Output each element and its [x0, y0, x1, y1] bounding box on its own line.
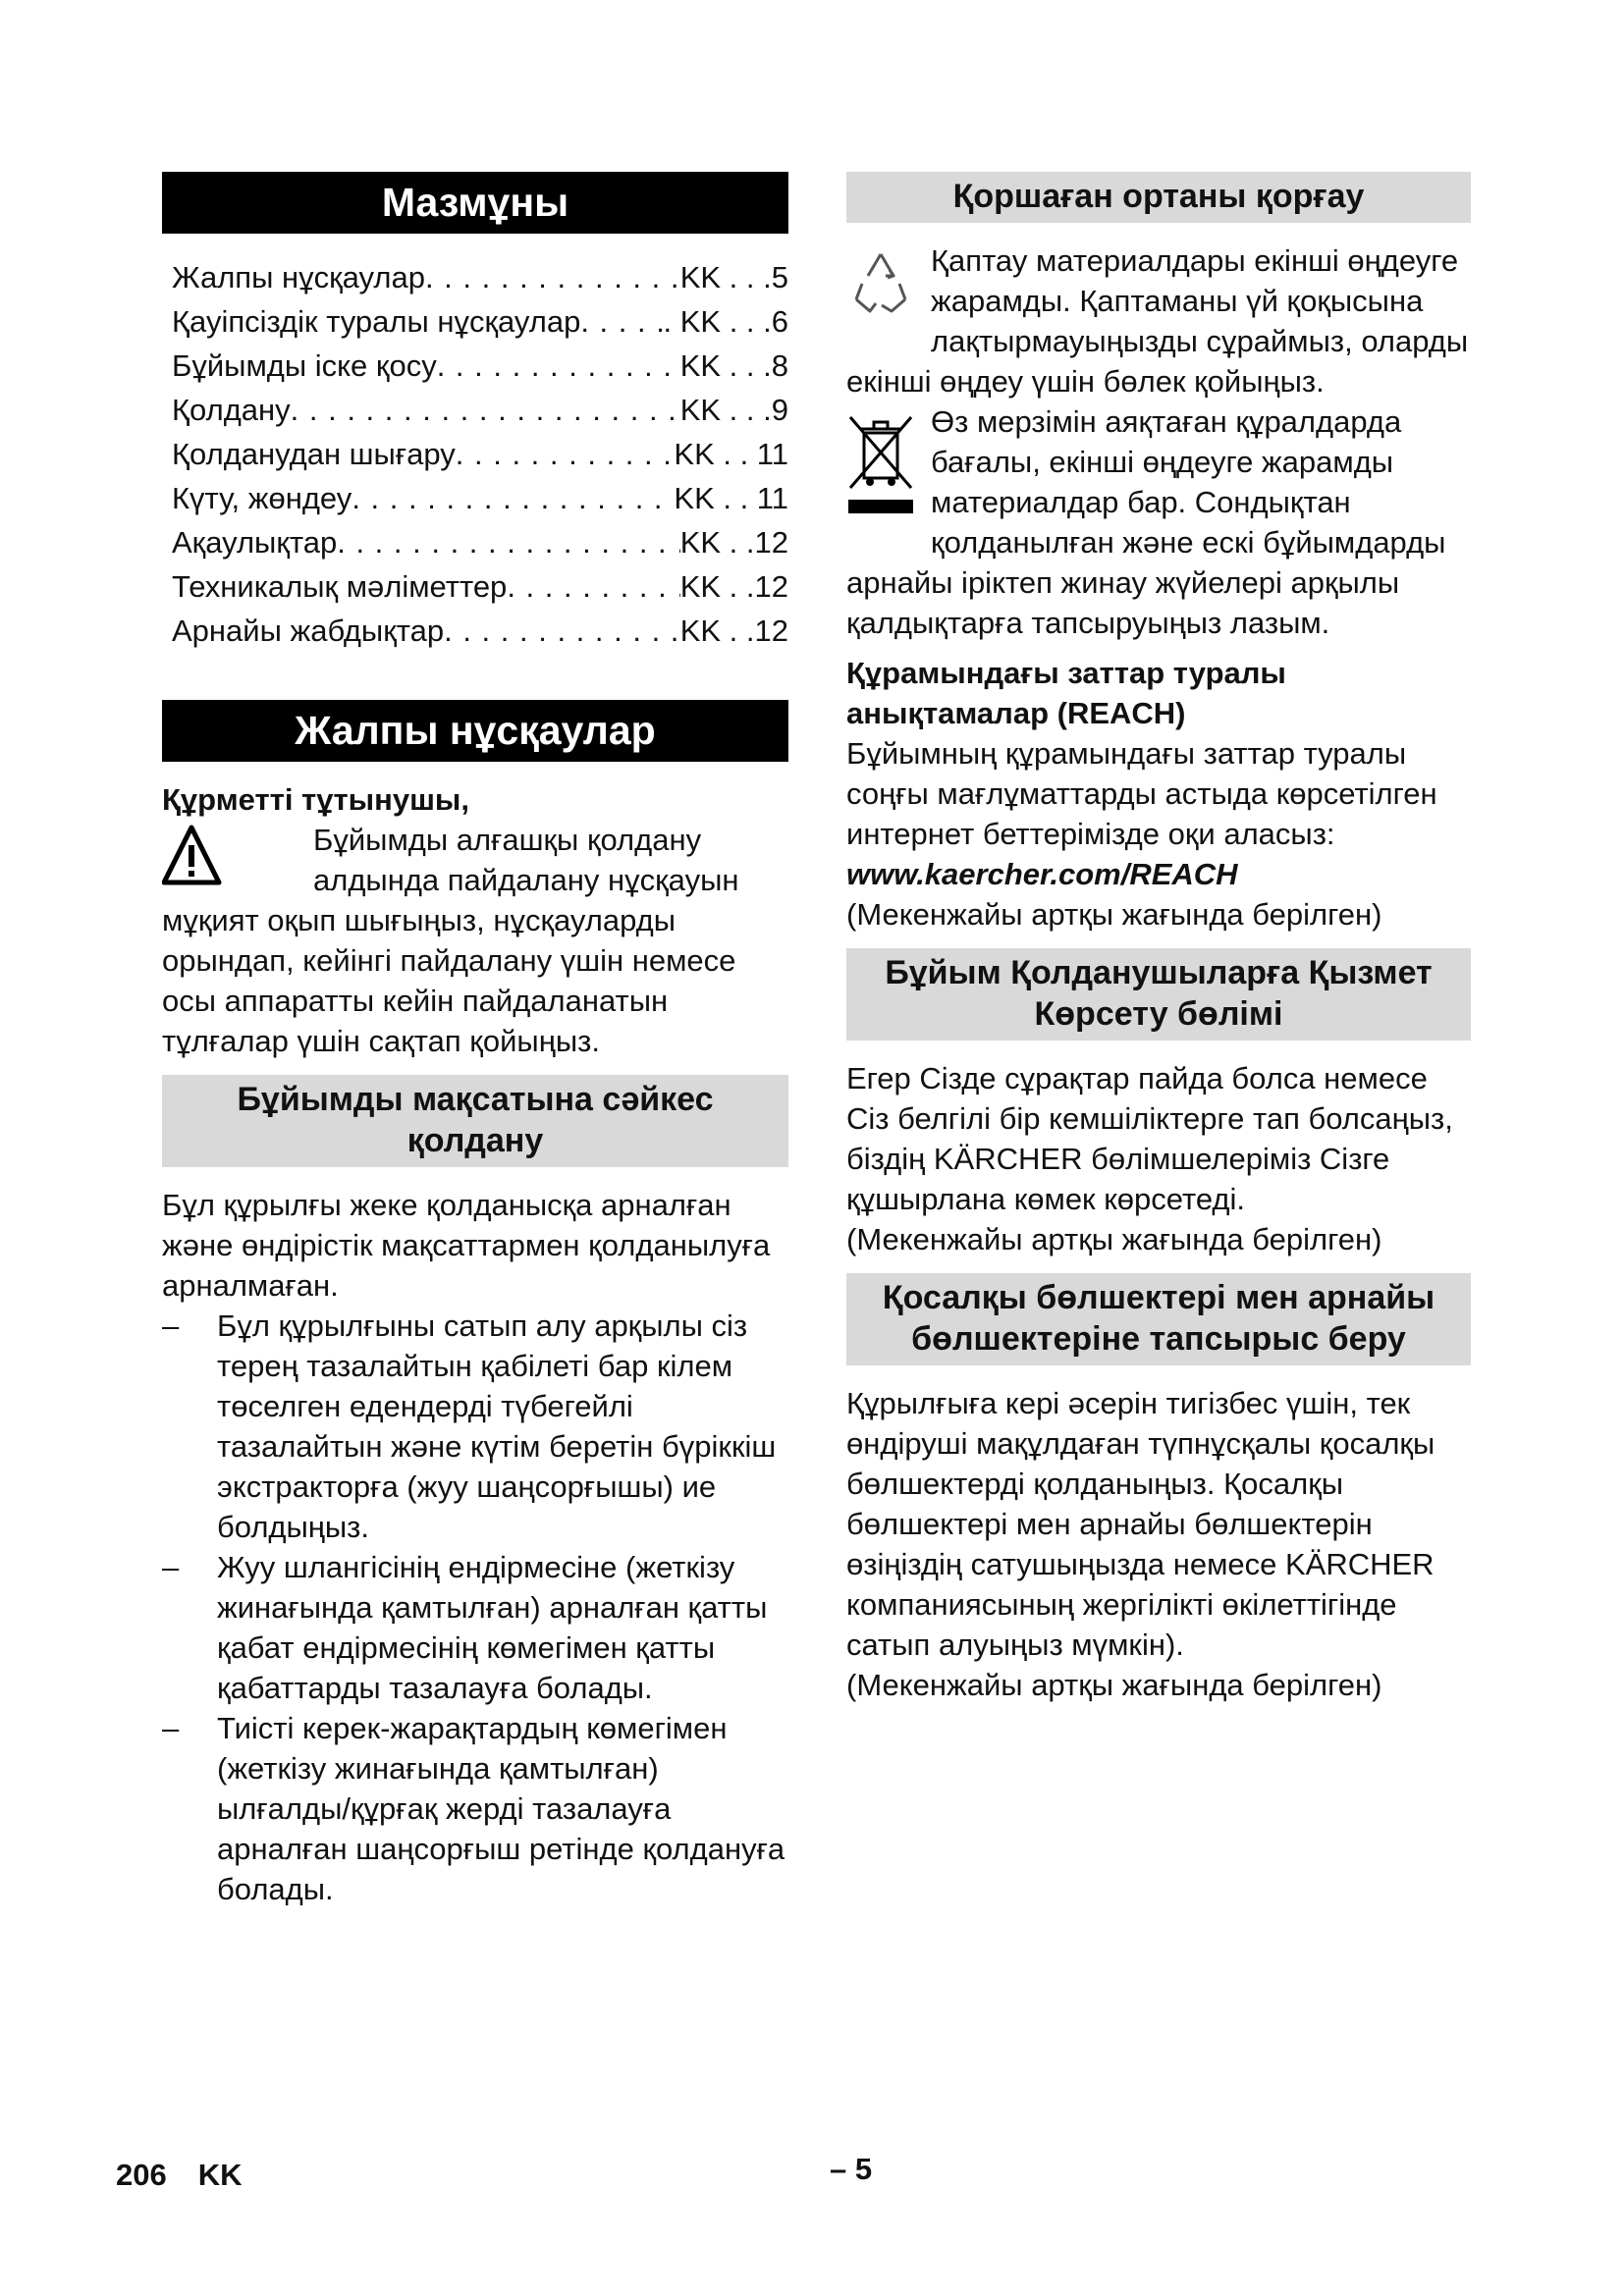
footer-center-marker: – 5	[830, 2152, 873, 2186]
crossed-bin-icon	[846, 409, 915, 527]
general-heading: Жалпы нұсқаулар	[162, 700, 788, 762]
toc-entry[interactable]: Ақаулықтар . . . KK . .12	[172, 520, 788, 564]
toc-entry[interactable]: Бұйымды іске қосу . . . KK . . .8	[172, 344, 788, 388]
toc-entry[interactable]: Техникалық мәліметтер . . . KK . .12	[172, 564, 788, 609]
toc-entry[interactable]: Қолдану . . . KK . . .9	[172, 388, 788, 432]
greeting: Құрметті тұтынушы,	[162, 782, 470, 817]
toc-entry[interactable]: Жалпы нұсқаулар . . . KK . . .5	[172, 255, 788, 299]
footer-page-info	[116, 2158, 274, 2193]
packaging-paragraph: Қаптау материалдары екінші өңдеуге жарамды. Қаптаманы үй қоқысына лақтырмауыңызды сұраймыз, оларды екінші өңдеу үшін бөлек қойыңыз.	[846, 243, 1469, 399]
reach-link[interactable]: www.kaercher.com/REACH	[846, 857, 1238, 891]
toc-entry[interactable]: Қолданудан шығару . . . KK . . 11	[172, 432, 788, 476]
reach-paragraph: Бұйымның құрамындағы заттар туралы соңғы мағлұматтарды астыда көрсетілген интернет беттерімізде оқи аласыз:	[846, 736, 1437, 851]
address-note: (Мекенжайы артқы жағында берілген)	[846, 1668, 1382, 1702]
warning-triangle-icon	[162, 824, 299, 890]
purpose-paragraph: Бұл құрылғы жеке қолданысқа арналған және өндірістік мақсаттармен қолданылуға арналмаған.	[162, 1188, 771, 1303]
left-column	[162, 172, 788, 1909]
list-item: – Жуу шлангісінің ендірмесіне (жеткізу жинағында қамтылған) арналған қатты қабат ендірмесінің көмегімен қатты қабаттарды тазалауға болады.	[162, 1550, 768, 1705]
address-note: (Мекенжайы артқы жағында берілген)	[846, 897, 1382, 932]
service-heading: Бұйым Қолданушыларға Қызмет Көрсету бөлімі	[846, 948, 1471, 1041]
table-of-contents	[162, 255, 788, 653]
page-number: 206	[116, 2158, 167, 2192]
warning-icons	[162, 824, 299, 900]
general-paragraph: Бұйымды алғашқы қолдану алдында пайдалану нұсқауын мұқият оқып шығыңыз, нұсқауларды орындап, кейінгі пайдалану үшін немесе осы аппаратты кейін пайдаланатын тұлғалар үшін сақтап қойыңыз.	[162, 823, 739, 1058]
parts-heading: Қосалқы бөлшектері мен арнайы бөлшектеріне тапсырыс беру	[846, 1273, 1471, 1365]
right-column	[846, 172, 1471, 1705]
language-code: KK	[197, 2158, 243, 2192]
list-item: – Бұл құрылғыны сатып алу арқылы сіз терең тазалайтын қабілеті бар кілем төселген едендерді түбегейлі тазалайтын және күтім беретін бүріккіш экстракторға (жуу шаңсорғышы) ие болдыңыз.	[162, 1308, 777, 1544]
toc-entry[interactable]: Қауіпсіздік туралы нұсқаулар . . . . KK . . .6	[172, 299, 788, 344]
address-note: (Мекенжайы артқы жағында берілген)	[846, 1222, 1382, 1256]
contents-heading: Мазмұны	[162, 172, 788, 234]
disposal-paragraph: Өз мерзімін аяқтаған құралдарда бағалы, екінші өңдеуге жарамды материалдар бар. Сондықтан қолданылған және ескі бұйымдарды арнайы іріктеп жинау жүйелері арқылы қалдықтарға тапсыруыңыз лазым.	[846, 404, 1446, 640]
service-paragraph: Егер Сізде сұрақтар пайда болса немесе Сіз белгілі бір кемшіліктерге тап болсаңыз, біздің KÄRCHER бөлімшелеріміз Сізге құшырлана көмек көрсетеді.	[846, 1061, 1453, 1216]
parts-paragraph: Құрылғыға кері әсерін тигізбес үшін, тек өндіруші мақұлдаған түпнұсқалы қосалқы бөлшектерді қолданыңыз. Қосалқы бөлшектері мен арнайы бөлшектерін өзіңіздің сатушыңызда немесе KÄRCHER компаниясының жергілікті өкілеттігінде сатып алуыңыз мүмкін).	[846, 1386, 1435, 1662]
purpose-heading: Бұйымды мақсатына сәйкес қолдану	[162, 1075, 788, 1167]
environment-heading: Қоршаған ортаны қорғау	[846, 172, 1471, 223]
recycle-icon	[846, 248, 915, 327]
toc-entry[interactable]: Күту, жөндеу . . . KK . . 11	[172, 476, 788, 520]
toc-entry[interactable]: Арнайы жабдықтар . . . KK . .12	[172, 609, 788, 653]
list-item: – Тиісті керек-жарақтардың көмегімен (жеткізу жинағында қамтылған) ылғалды/құрғақ жерді тазалауға арналған шаңсорғыш ретінде қолдануға болады.	[162, 1711, 785, 1906]
reach-heading: Құрамындағы заттар туралы анықтамалар (REACH)	[846, 656, 1286, 730]
